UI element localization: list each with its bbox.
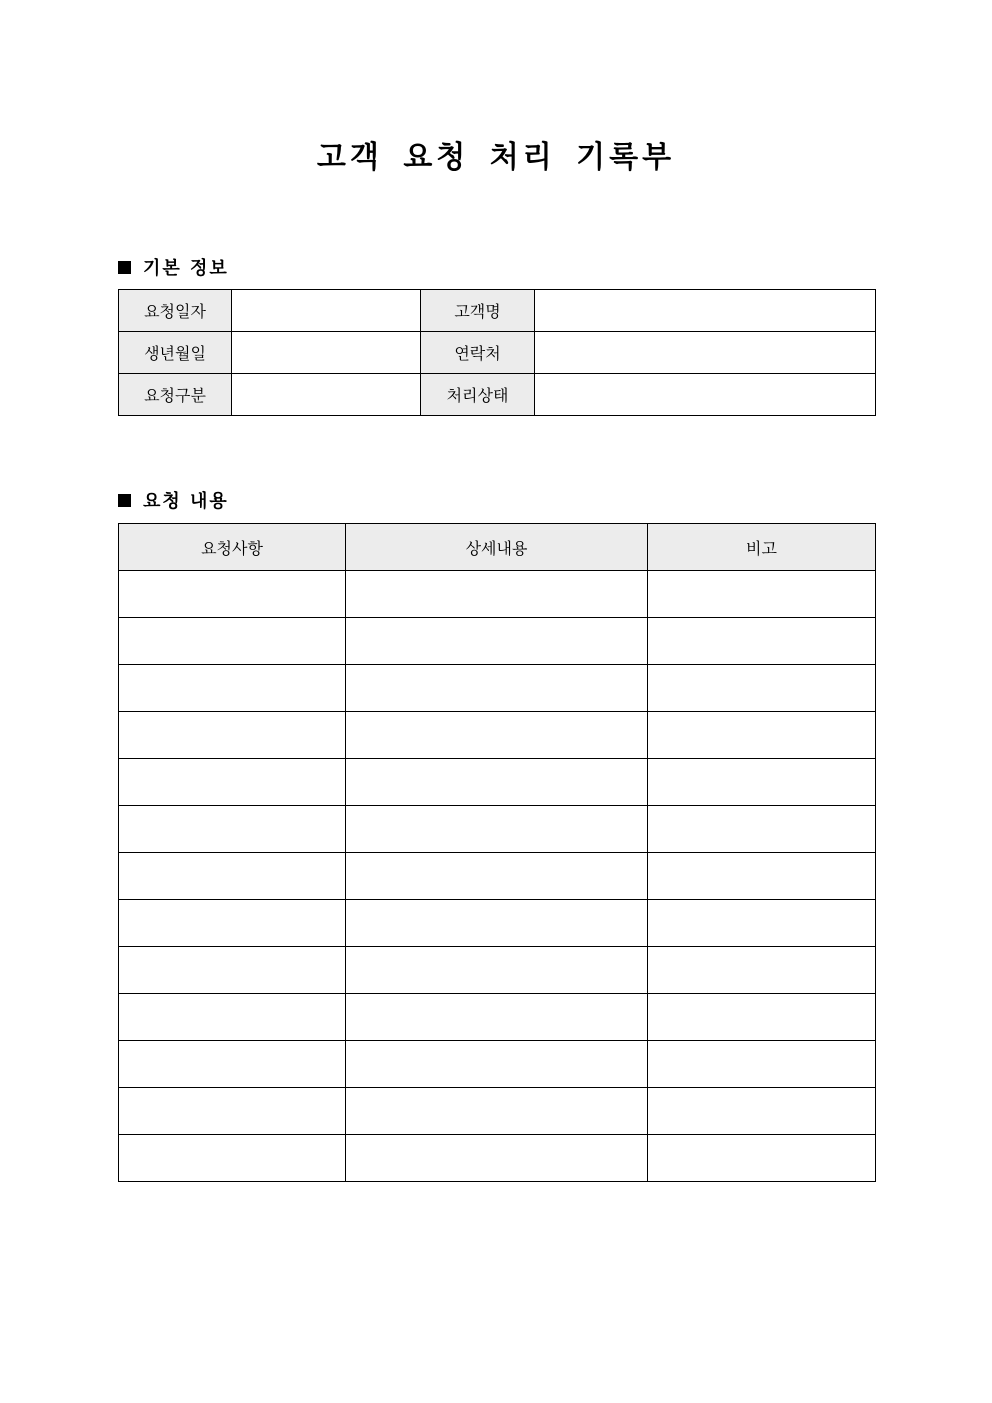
table-cell[interactable] [119,665,346,712]
basic-info-heading-label: 기본 정보 [143,258,229,279]
table-cell[interactable] [346,618,648,665]
table-cell[interactable] [346,900,648,947]
info-label: 고객명 [421,290,535,332]
table-cell[interactable] [648,900,876,947]
info-label: 요청구분 [119,374,232,416]
table-cell[interactable] [119,1135,346,1182]
info-value-field[interactable] [535,374,876,416]
table-row [119,853,876,900]
info-value-field[interactable] [232,332,421,374]
info-value-field[interactable] [232,290,421,332]
table-cell[interactable] [648,759,876,806]
table-cell[interactable] [119,759,346,806]
table-cell[interactable] [346,994,648,1041]
table-cell[interactable] [346,947,648,994]
table-row [119,947,876,994]
info-value-field[interactable] [232,374,421,416]
table-cell[interactable] [346,712,648,759]
table-cell[interactable] [648,1135,876,1182]
table-cell[interactable] [346,665,648,712]
table-row [119,994,876,1041]
table-cell[interactable] [648,618,876,665]
info-label: 요청일자 [119,290,232,332]
table-row [119,712,876,759]
info-label: 연락처 [421,332,535,374]
table-row [119,1135,876,1182]
request-heading-label: 요청 내용 [143,491,229,512]
table-cell[interactable] [119,1088,346,1135]
info-label: 생년월일 [119,332,232,374]
table-row [119,1041,876,1088]
info-row [119,374,876,416]
table-row [119,618,876,665]
info-row [119,290,876,332]
square-bullet-icon [118,261,131,274]
table-cell[interactable] [346,1041,648,1088]
table-cell[interactable] [346,853,648,900]
table-cell[interactable] [346,759,648,806]
table-cell[interactable] [346,1135,648,1182]
table-cell[interactable] [119,1041,346,1088]
table-cell[interactable] [119,994,346,1041]
column-header: 비고 [648,524,876,571]
table-row [119,665,876,712]
table-cell[interactable] [648,1088,876,1135]
table-cell[interactable] [119,853,346,900]
table-cell[interactable] [119,618,346,665]
info-value-field[interactable] [535,332,876,374]
table-row [119,1088,876,1135]
table-row [119,900,876,947]
request-heading [118,487,229,513]
column-header: 요청사항 [119,524,346,571]
table-cell[interactable] [119,947,346,994]
table-cell[interactable] [648,806,876,853]
basic-info-table [118,289,876,416]
page-title: 고객 요청 처리 기록부 [316,140,676,175]
request-table [118,523,876,1182]
info-value-field[interactable] [535,290,876,332]
info-label: 처리상태 [421,374,535,416]
info-row [119,332,876,374]
table-cell[interactable] [648,947,876,994]
square-bullet-icon [118,494,131,507]
table-cell[interactable] [648,712,876,759]
table-cell[interactable] [648,665,876,712]
table-cell[interactable] [346,806,648,853]
table-row [119,759,876,806]
table-cell[interactable] [648,1041,876,1088]
table-cell[interactable] [119,900,346,947]
table-cell[interactable] [648,853,876,900]
table-row [119,571,876,618]
table-row [119,806,876,853]
table-cell[interactable] [119,806,346,853]
basic-info-heading [118,254,229,280]
table-cell[interactable] [119,712,346,759]
table-cell[interactable] [346,571,648,618]
table-cell[interactable] [346,1088,648,1135]
table-cell[interactable] [648,571,876,618]
table-cell[interactable] [119,571,346,618]
column-header: 상세내용 [346,524,648,571]
table-cell[interactable] [648,994,876,1041]
